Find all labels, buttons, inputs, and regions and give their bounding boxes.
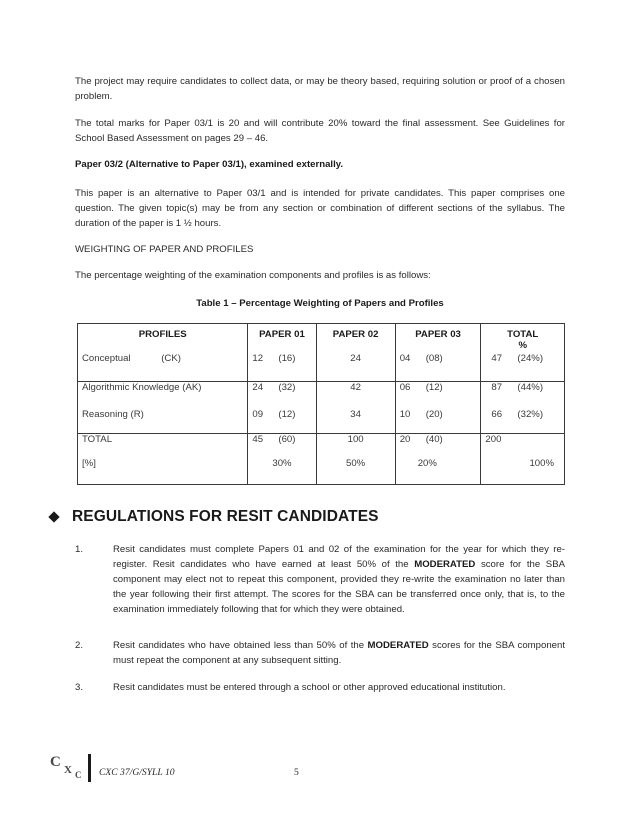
list-item-text-part: scores for the SBA component must repeat the component at any subsequent sitting. [113, 640, 565, 666]
cell-value: (32%) [517, 409, 544, 420]
list-item-bold-text: MODERATED [367, 640, 429, 651]
list-item [75, 542, 565, 617]
heading-paper-03-2: Paper 03/2 (Alternative to Paper 03/1), examined externally. [75, 159, 344, 170]
paragraph-project-description: The project may require candidates to collect data, or may be theory based, requiring solution or proof of a chosen problem. [75, 76, 565, 102]
percent-label: [%] [78, 458, 248, 485]
paragraph-total-marks: The total marks for Paper 03/1 is 20 and will contribute 20% toward the final assessment. See Guidelines for School Based Assessment on pages 29 – 46. [75, 118, 565, 144]
cell-value: 09 [252, 409, 264, 420]
cell-value: 24 [316, 353, 395, 382]
list-item-text-part: Resit candidates must complete Papers 01 and 02 of the examination for the year for which they re-register. Resit candidates who have earned at least 50% of the [113, 544, 565, 570]
diamond-bullet-icon [48, 511, 59, 522]
regulations-heading-text: REGULATIONS FOR RESIT CANDIDATES [72, 508, 379, 525]
table-row [78, 409, 565, 434]
cell-value: 50% [316, 458, 395, 485]
cell-value: (60) [278, 434, 296, 445]
header-total [481, 324, 565, 354]
cell-value: 42 [316, 382, 395, 410]
header-profiles: PROFILES [78, 324, 248, 354]
list-item-number: 3. [75, 682, 84, 693]
cell-value: (44%) [517, 382, 544, 393]
profile-label: Conceptual [82, 353, 131, 364]
paragraph-weighting-intro: The percentage weighting of the examination components and profiles is as follows: [75, 270, 431, 281]
list-item-number: 1. [75, 544, 84, 555]
header-total-label: TOTAL [507, 329, 539, 340]
list-item-text-part: Resit candidates must be entered through a school or other approved educational institution. [113, 682, 506, 693]
cell-value: 20 [399, 434, 411, 445]
cell-value: 45 [252, 434, 264, 445]
cell-value: (16) [278, 353, 296, 364]
header-paper-01: PAPER 01 [248, 324, 316, 354]
list-item-text [113, 680, 565, 695]
regulations-heading [50, 508, 379, 526]
cell-value: 66 [491, 409, 503, 420]
paragraph-alternative-paper: This paper is an alternative to Paper 03/1 and is intended for private candidates. This paper comprises one question. The given topic(s) may be from any section or combination of different sections of the syllabus. The duration of the paper is 1 ½ hours. [75, 188, 565, 229]
cell-value: 06 [399, 382, 411, 393]
table-header-row [78, 324, 565, 354]
cell-value: 10 [399, 409, 411, 420]
list-item-text [113, 638, 565, 668]
list-item [75, 638, 565, 668]
cell-value: 87 [491, 382, 503, 393]
row-algorithmic-profile: Algorithmic Knowledge (AK) [78, 382, 248, 410]
cell-value: (12) [278, 409, 296, 420]
cell-value: 34 [316, 409, 395, 434]
cell-value: 200 [485, 434, 502, 445]
cell-value: (40) [425, 434, 443, 445]
cell-value: 100 [316, 434, 395, 459]
list-item-bold-text: MODERATED [414, 559, 476, 570]
cell-value: (32) [278, 382, 296, 393]
list-item [75, 680, 565, 695]
footer-divider [88, 754, 91, 782]
list-item-text [113, 542, 565, 617]
list-item-number: 2. [75, 640, 84, 651]
page-footer [48, 752, 299, 784]
header-total-unit: % [518, 340, 527, 351]
syllabus-code: CXC 37/G/SYLL 10 [99, 766, 175, 778]
table-row [78, 382, 565, 410]
table-total-row [78, 434, 565, 459]
cell-value: (24%) [517, 353, 544, 364]
header-paper-02: PAPER 02 [316, 324, 395, 354]
table-row [78, 353, 565, 382]
row-reasoning-profile: Reasoning (R) [78, 409, 248, 434]
page-number: 5 [294, 766, 299, 778]
cell-value: (12) [425, 382, 443, 393]
list-item-text-part: Resit candidates who have obtained less than 50% of the [113, 640, 368, 651]
profile-code: (CK) [161, 353, 181, 364]
cell-value: 100% [481, 458, 565, 485]
cell-value: 30% [248, 458, 316, 485]
cell-value: 04 [399, 353, 411, 364]
cell-value: 20% [395, 458, 481, 485]
cell-value: 24 [252, 382, 264, 393]
row-conceptual-profile [78, 353, 248, 382]
cell-value: (08) [425, 353, 443, 364]
list-item-text-part: score for the SBA component may elect not to repeat this component, provided they re-write the examination no later than the year following their first attempt. The scores for the SBA can be transferred once only, that is, to the examination immediately following that for which they were obtained. [113, 559, 565, 615]
heading-weighting: WEIGHTING OF PAPER AND PROFILES [75, 244, 254, 255]
table-title: Table 1 – Percentage Weighting of Papers and Profiles [196, 298, 444, 309]
cxc-logo: C X C [50, 754, 82, 780]
cell-value: (20) [425, 409, 443, 420]
header-paper-03: PAPER 03 [395, 324, 481, 354]
table-percent-row [78, 458, 565, 485]
cell-value: 47 [491, 353, 503, 364]
total-label: TOTAL [78, 434, 248, 459]
weighting-table [77, 323, 565, 485]
cell-value: 12 [252, 353, 264, 364]
